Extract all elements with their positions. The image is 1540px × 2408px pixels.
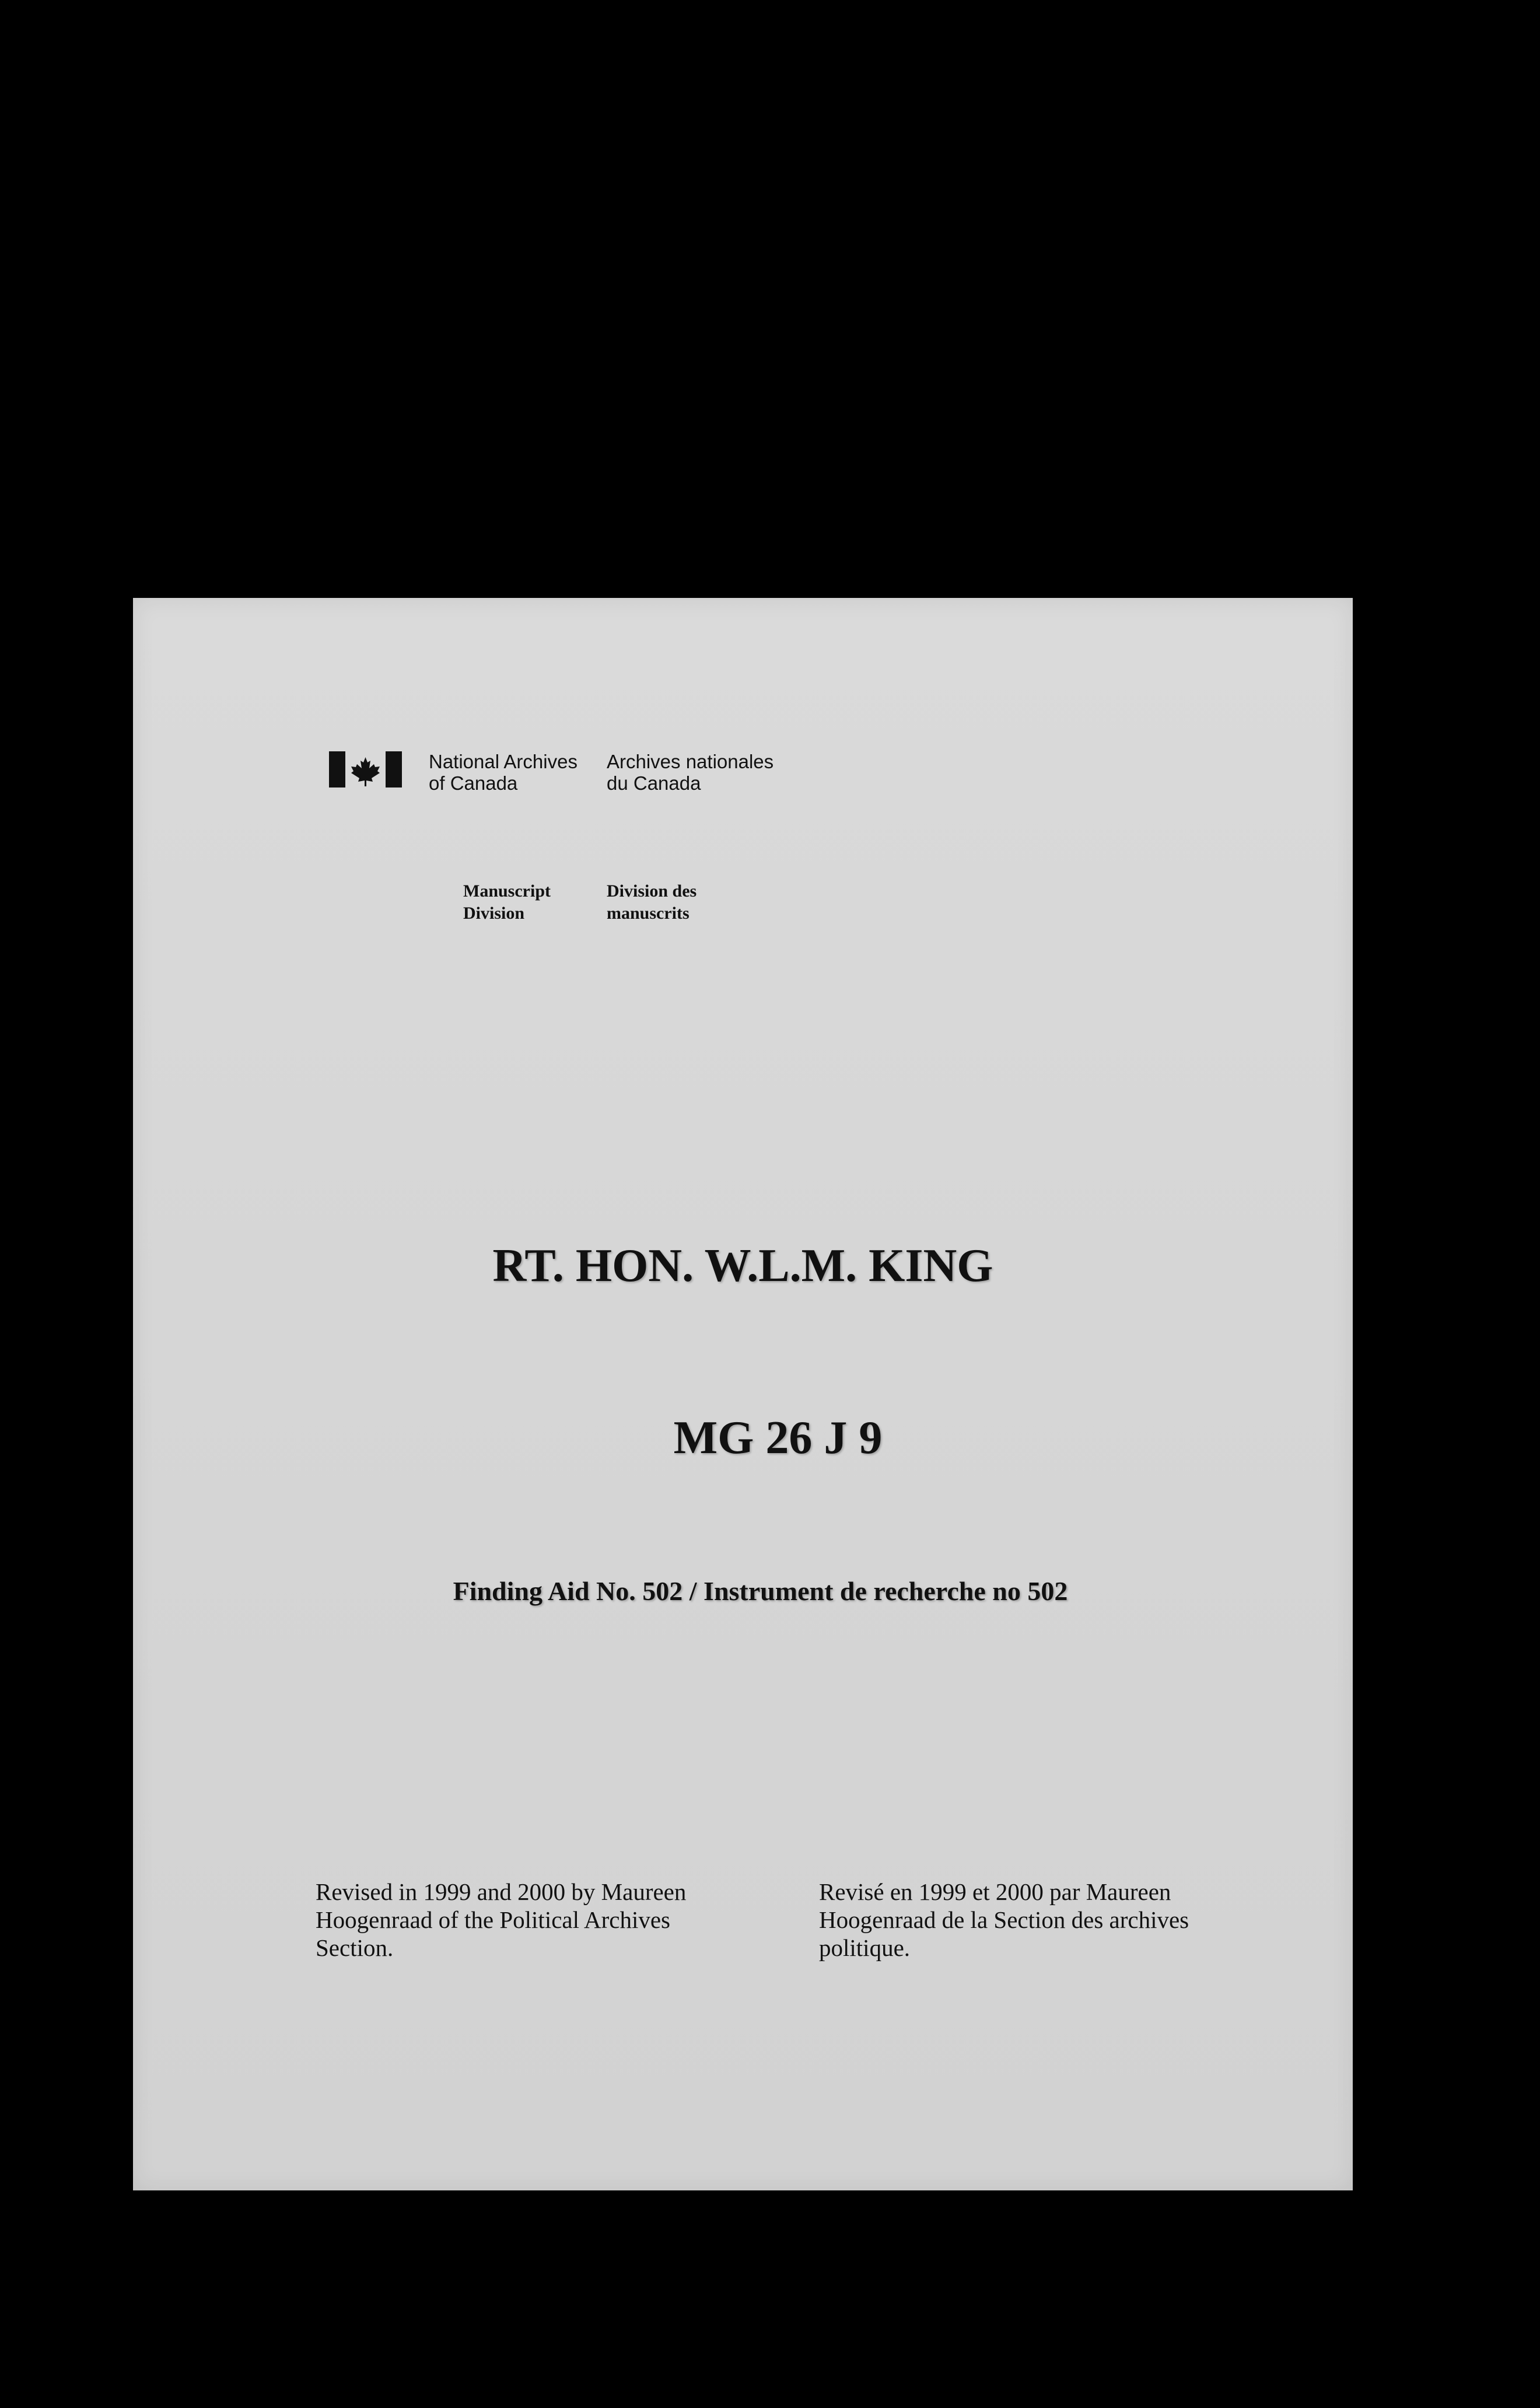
revision-note-english: Revised in 1999 and 2000 by Maureen Hoogenraad of the Political Archives Section.: [316, 1878, 687, 1961]
reference-code: MG 26 J 9: [673, 1412, 883, 1464]
org-name-english: National Archives of Canada: [429, 751, 578, 794]
revision-note-french: Revisé en 1999 et 2000 par Maureen Hoogenraad de la Section des archives politique.: [819, 1878, 1189, 1961]
document-page: [133, 598, 1353, 2190]
canada-flag-icon: [329, 751, 402, 788]
finding-aid-number: Finding Aid No. 502 / Instrument de recherche no 502: [453, 1576, 1068, 1606]
document-title: RT. HON. W.L.M. KING: [492, 1240, 993, 1292]
org-name-french: Archives nationales du Canada: [607, 751, 774, 794]
division-english: Manuscript Division: [463, 881, 551, 923]
division-french: Division des manuscrits: [607, 881, 697, 923]
